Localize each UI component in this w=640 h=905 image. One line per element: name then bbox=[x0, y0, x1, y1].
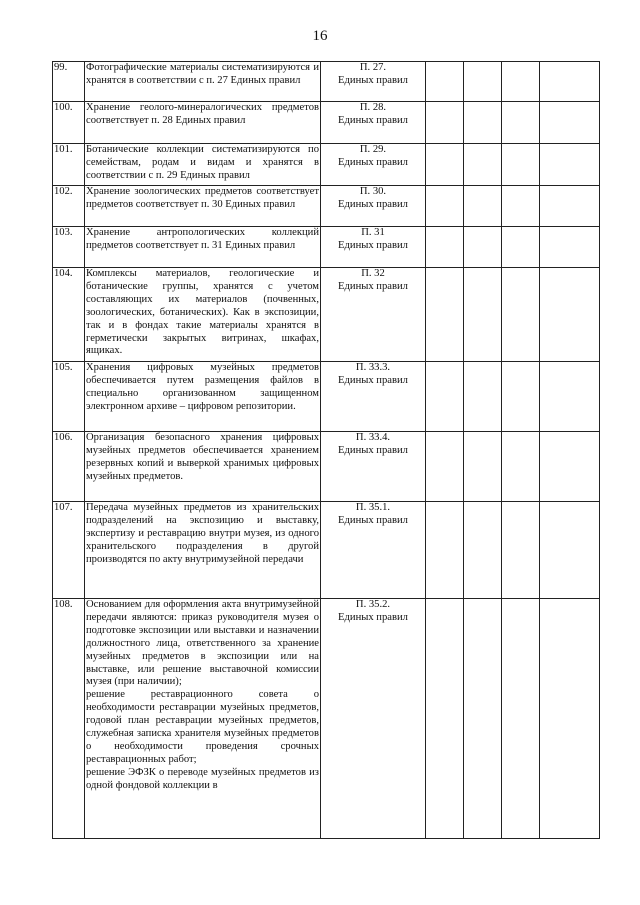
answer-cell[interactable] bbox=[464, 362, 502, 432]
requirement-text: Передача музейных предметов из хранительских подразделений на экспозицию и выставку, экспертизу и реставрацию внутри музея, из одного хранительского подразделения в другой производятся по акту внутримузейной передачи bbox=[86, 502, 319, 565]
answer-cell[interactable] bbox=[502, 186, 540, 227]
answer-cell[interactable] bbox=[502, 268, 540, 362]
table-row bbox=[53, 144, 600, 186]
answer-cell[interactable] bbox=[540, 227, 600, 268]
requirement-text: Фотографические материалы систематизируются и хранятся в соответствии с п. 27 Единых правил bbox=[86, 62, 319, 86]
answer-cell[interactable] bbox=[540, 599, 600, 839]
requirement-text: Хранения цифровых музейных предметов обеспечивается путем размещения файлов в специально организованном защищенном электронном архиве – цифровом репозитории. bbox=[86, 362, 319, 412]
row-number: 106. bbox=[53, 432, 85, 502]
requirements-table bbox=[52, 61, 600, 839]
answer-cell[interactable] bbox=[426, 144, 464, 186]
rule-reference: П. 33.4. Единых правил bbox=[321, 432, 426, 502]
answer-cell[interactable] bbox=[502, 62, 540, 102]
answer-cell[interactable] bbox=[464, 502, 502, 599]
answer-cell[interactable] bbox=[426, 268, 464, 362]
answer-cell[interactable] bbox=[464, 599, 502, 839]
table-row bbox=[53, 502, 600, 599]
answer-cell[interactable] bbox=[540, 362, 600, 432]
requirement-text: Хранение антропологических коллекций предметов соответствует п. 31 Единых правил bbox=[86, 227, 319, 251]
answer-cell[interactable] bbox=[502, 502, 540, 599]
row-number: 104. bbox=[53, 268, 85, 362]
answer-cell[interactable] bbox=[540, 432, 600, 502]
row-number: 102. bbox=[53, 186, 85, 227]
row-number: 100. bbox=[53, 102, 85, 144]
table-row bbox=[53, 102, 600, 144]
row-number: 107. bbox=[53, 502, 85, 599]
answer-cell[interactable] bbox=[464, 432, 502, 502]
answer-cell[interactable] bbox=[540, 502, 600, 599]
answer-cell[interactable] bbox=[502, 144, 540, 186]
answer-cell[interactable] bbox=[464, 144, 502, 186]
row-number: 103. bbox=[53, 227, 85, 268]
row-number: 99. bbox=[53, 62, 85, 102]
table-row bbox=[53, 599, 600, 839]
answer-cell[interactable] bbox=[464, 62, 502, 102]
answer-cell[interactable] bbox=[464, 227, 502, 268]
requirement-text: Организация безопасного хранения цифровых музейных предметов обеспечивается хранением резервных копий и выверкой хранимых цифровых музейных предметов. bbox=[86, 432, 319, 482]
answer-cell[interactable] bbox=[426, 599, 464, 839]
rule-reference: П. 33.3. Единых правил bbox=[321, 362, 426, 432]
table-row bbox=[53, 227, 600, 268]
rule-reference: П. 35.1. Единых правил bbox=[321, 502, 426, 599]
page-number: 16 bbox=[312, 28, 328, 44]
requirement-text: Хранение геолого-минералогических предметов соответствует п. 28 Единых правил bbox=[86, 102, 319, 126]
answer-cell[interactable] bbox=[502, 599, 540, 839]
rule-reference: П. 32 Единых правил bbox=[321, 268, 426, 362]
rule-reference: П. 30. Единых правил bbox=[321, 186, 426, 227]
answer-cell[interactable] bbox=[502, 227, 540, 268]
rule-reference: П. 27. Единых правил bbox=[321, 62, 426, 102]
rule-reference: П. 28. Единых правил bbox=[321, 102, 426, 144]
answer-cell[interactable] bbox=[540, 186, 600, 227]
table-row bbox=[53, 362, 600, 432]
answer-cell[interactable] bbox=[464, 102, 502, 144]
answer-cell[interactable] bbox=[540, 268, 600, 362]
table-row bbox=[53, 432, 600, 502]
answer-cell[interactable] bbox=[426, 362, 464, 432]
answer-cell[interactable] bbox=[502, 362, 540, 432]
answer-cell[interactable] bbox=[540, 144, 600, 186]
answer-cell[interactable] bbox=[464, 186, 502, 227]
table-row bbox=[53, 62, 600, 102]
rule-reference: П. 35.2. Единых правил bbox=[321, 599, 426, 839]
answer-cell[interactable] bbox=[426, 227, 464, 268]
answer-cell[interactable] bbox=[502, 102, 540, 144]
answer-cell[interactable] bbox=[464, 268, 502, 362]
row-number: 105. bbox=[53, 362, 85, 432]
answer-cell[interactable] bbox=[426, 62, 464, 102]
answer-cell[interactable] bbox=[426, 502, 464, 599]
answer-cell[interactable] bbox=[426, 186, 464, 227]
answer-cell[interactable] bbox=[426, 102, 464, 144]
rule-reference: П. 29. Единых правил bbox=[321, 144, 426, 186]
requirement-text: Ботанические коллекции систематизируются по семействам, родам и видам и хранятся в соответствии с п. 29 Единых правил bbox=[86, 144, 319, 181]
answer-cell[interactable] bbox=[540, 102, 600, 144]
requirement-text: Основанием для оформления акта внутримузейной передачи являются: приказ руководителя музея о подготовке экспозиции или выставки и назначении должностного лица, ответственного за хранение музейных предметов в экспозиции или на выставке, или решение выставочной комиссии музея (при наличии); решение реставрационного совета о необходимости реставрации музейных предметов, годовой план реставрации музейных предметов, служебная записка хранителя музейных предметов о необходимости проведения срочных реставрационных работ; решение ЭФЗК о переводе музейных предметов из одной фондовой коллекции в bbox=[86, 599, 319, 791]
requirement-text: Комплексы материалов, геологические и ботанические группы, хранятся с учетом составляющих их материалов (почвенных, зоологических, ботанических). Как в экспозиции, так и в фондах такие материалы хранятся в герметически закрытых витринах, шкафах, ящиках. bbox=[86, 268, 319, 357]
answer-cell[interactable] bbox=[502, 432, 540, 502]
table-row bbox=[53, 186, 600, 227]
row-number: 108. bbox=[53, 599, 85, 839]
rule-reference: П. 31 Единых правил bbox=[321, 227, 426, 268]
requirement-text: Хранение зоологических предметов соответствует предметов соответствует п. 30 Единых правил bbox=[86, 186, 319, 210]
table-row bbox=[53, 268, 600, 362]
row-number: 101. bbox=[53, 144, 85, 186]
answer-cell[interactable] bbox=[426, 432, 464, 502]
answer-cell[interactable] bbox=[540, 62, 600, 102]
